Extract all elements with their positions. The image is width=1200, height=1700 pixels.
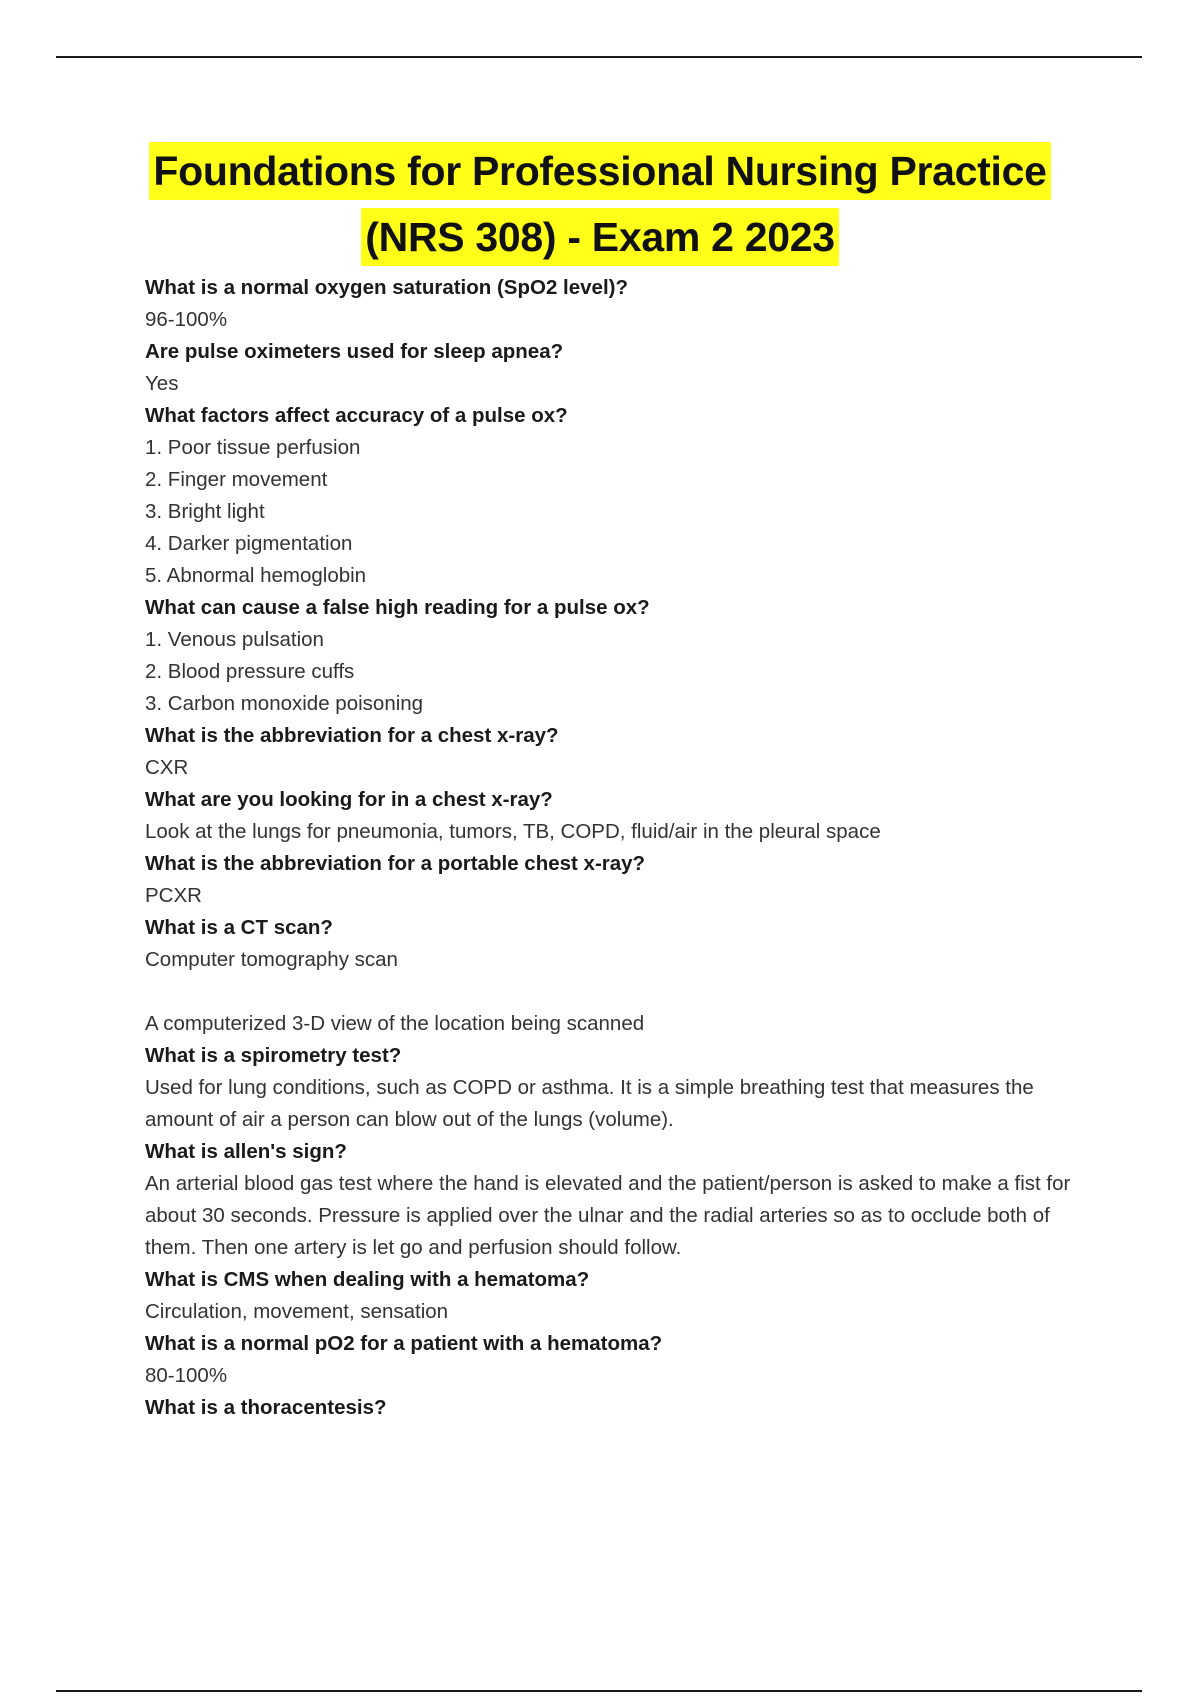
answer xyxy=(145,304,1090,336)
answer-line: 80-100% xyxy=(145,1364,228,1387)
question: What is a normal pO2 for a patient with a hematoma? xyxy=(145,1332,663,1355)
bottom-rule xyxy=(56,1690,1142,1692)
answer xyxy=(145,368,1090,400)
answer-line: PCXR xyxy=(145,884,202,907)
answer-line: 1. Venous pulsation xyxy=(145,628,324,651)
answer-line: An arterial blood gas test where the hand is elevated and the patient/person is asked to make a fist for about 30 seconds. Pressure is applied over the ulnar and the radial arteries so as to occlude both of them. Then one artery is let go and perfusion should follow. xyxy=(145,1172,1071,1259)
question: What can cause a false high reading for a pulse ox? xyxy=(145,596,650,619)
answer-line: 3. Carbon monoxide poisoning xyxy=(145,692,424,715)
question: What is a thoracentesis? xyxy=(145,1396,387,1419)
title-highlight-2: (NRS 308) - Exam 2 2023 xyxy=(361,208,838,266)
top-rule xyxy=(56,56,1142,58)
answer-line: 3. Bright light xyxy=(145,500,265,523)
question: What are you looking for in a chest x-ray? xyxy=(145,788,553,811)
answer-line: Computer tomography scan xyxy=(145,948,398,971)
question: Are pulse oximeters used for sleep apnea? xyxy=(145,340,564,363)
answer-line: 2. Finger movement xyxy=(145,468,328,491)
answer-line: 2. Blood pressure cuffs xyxy=(145,660,355,683)
answer-line: 4. Darker pigmentation xyxy=(145,532,353,555)
answer-line: CXR xyxy=(145,756,189,779)
title-line-1 xyxy=(0,142,1200,208)
question: What is a spirometry test? xyxy=(145,1044,402,1067)
question-answer-list xyxy=(145,272,1090,1424)
answer xyxy=(145,752,1090,784)
question: What is the abbreviation for a portable chest x-ray? xyxy=(145,852,646,875)
answer xyxy=(145,880,1090,912)
question: What is allen's sign? xyxy=(145,1140,347,1163)
answer-line: Circulation, movement, sensation xyxy=(145,1300,449,1323)
answer-line: Look at the lungs for pneumonia, tumors, TB, COPD, fluid/air in the pleural space xyxy=(145,820,881,843)
answer xyxy=(145,816,1090,848)
answer xyxy=(145,944,1090,1040)
question: What is CMS when dealing with a hematoma? xyxy=(145,1268,590,1291)
answer xyxy=(145,624,1090,720)
answer-spacer xyxy=(145,976,1090,1008)
answer-line: Yes xyxy=(145,372,179,395)
answer-line: 5. Abnormal hemoglobin xyxy=(145,564,367,587)
answer xyxy=(145,1168,1090,1264)
question: What is a CT scan? xyxy=(145,916,333,939)
question: What is a normal oxygen saturation (SpO2 level)? xyxy=(145,276,628,299)
question: What is the abbreviation for a chest x-ray? xyxy=(145,724,559,747)
answer xyxy=(145,1072,1090,1136)
title-highlight-1: Foundations for Professional Nursing Practice xyxy=(149,142,1050,200)
answer-line: Used for lung conditions, such as COPD or asthma. It is a simple breathing test that measures the amount of air a person can blow out of the lungs (volume). xyxy=(145,1076,1034,1131)
answer xyxy=(145,1296,1090,1328)
answer-line: A computerized 3-D view of the location being scanned xyxy=(145,1012,645,1035)
answer-line: 96-100% xyxy=(145,308,228,331)
answer xyxy=(145,432,1090,592)
title-line-2 xyxy=(0,208,1200,274)
question: What factors affect accuracy of a pulse ox? xyxy=(145,404,568,427)
answer xyxy=(145,1360,1090,1392)
document-title xyxy=(0,142,1200,274)
answer-line: 1. Poor tissue perfusion xyxy=(145,436,361,459)
